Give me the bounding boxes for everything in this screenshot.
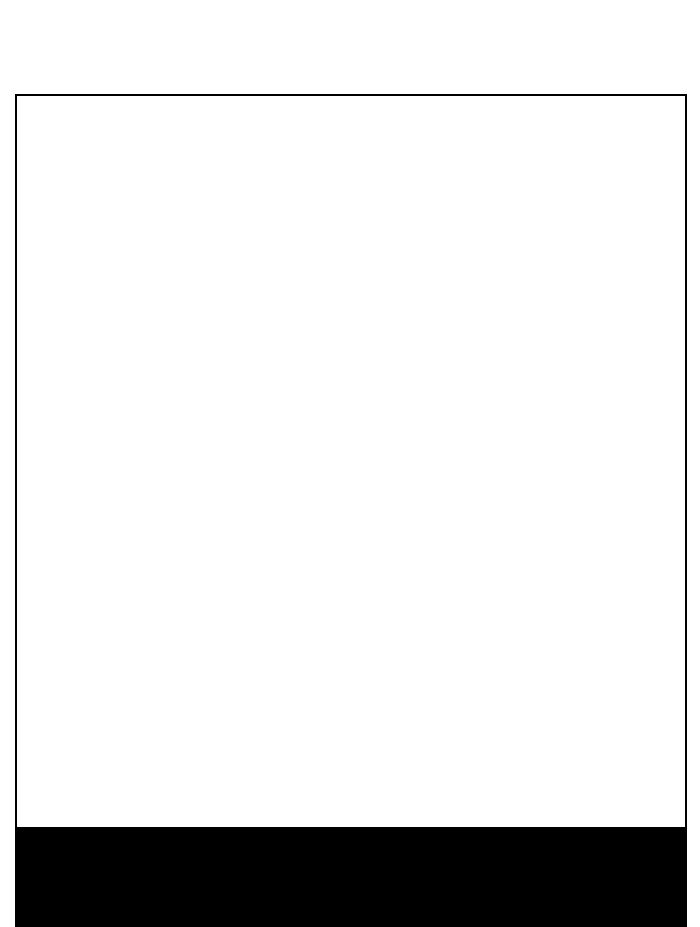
header	[0, 0, 700, 92]
tour-table	[15, 94, 687, 829]
contact-footer	[15, 829, 687, 927]
